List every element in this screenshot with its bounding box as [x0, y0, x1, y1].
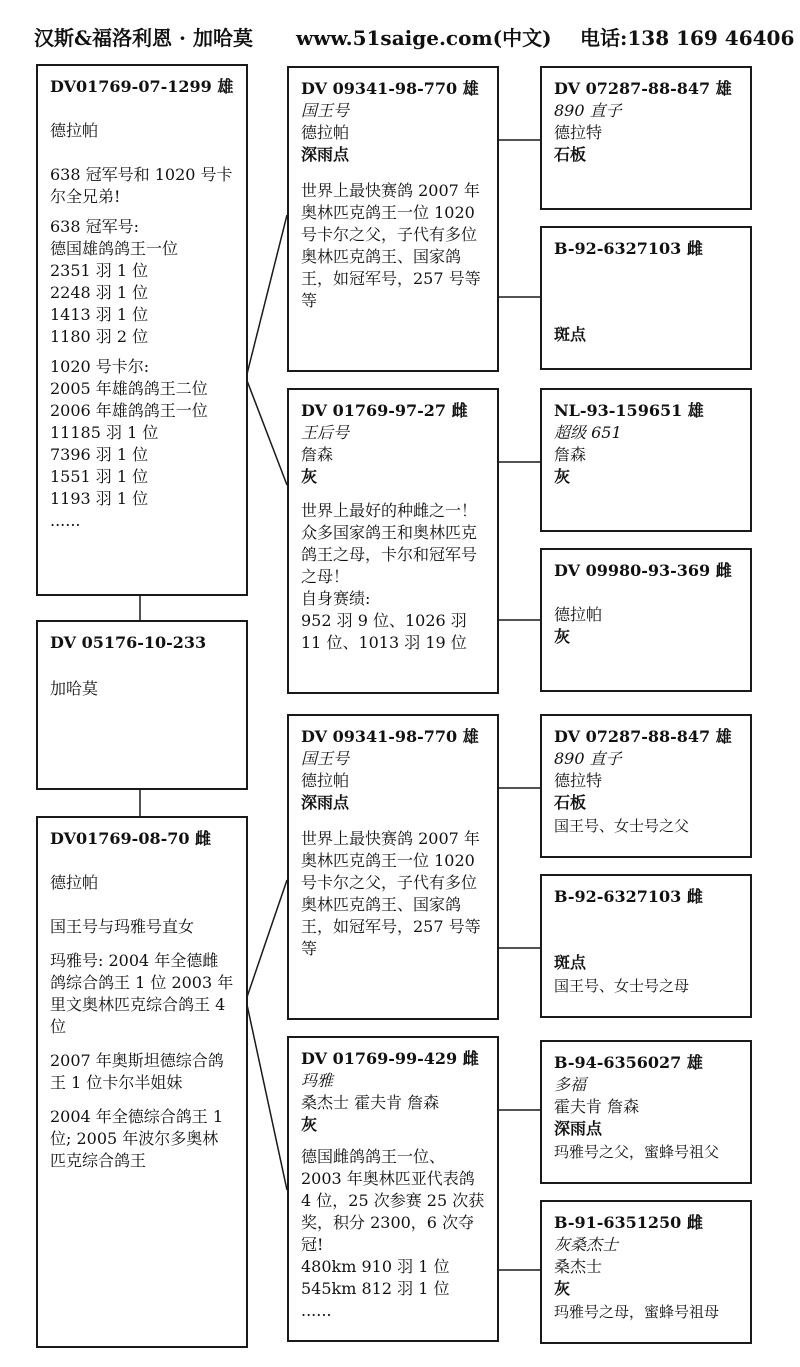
sire-desc-line: 1551 羽 1 位	[50, 467, 149, 486]
sire-desc-line: ......	[50, 511, 81, 530]
sd-color: 灰	[301, 467, 318, 486]
sire-desc-line: 1020 号卡尔:	[50, 357, 150, 376]
sire-ring-id: DV01769-07-1299 雄	[50, 77, 234, 96]
ddd-color: 灰	[554, 1279, 571, 1298]
dsd-color: 斑点	[554, 953, 587, 972]
sire-dam-card	[287, 388, 499, 694]
sss-color: 石板	[554, 145, 587, 164]
sire-desc-line: 2248 羽 1 位	[50, 283, 149, 302]
sire-desc-line: 1413 羽 1 位	[50, 305, 149, 324]
dss-ring-id: DV 07287-88-847 雄	[554, 727, 732, 746]
subject-ring-id: DV 05176-10-233	[50, 633, 207, 652]
sire-desc-line: 德国雄鸽鸽王一位	[50, 239, 179, 258]
dd-ring-id: DV 01769-99-429 雌	[301, 1049, 479, 1068]
ds-breeder: 德拉帕	[301, 771, 350, 790]
dam-desc-line: 2004 年全德综合鸽王 1 位; 2005 年波尔多奥林匹克综合鸽王	[50, 1107, 224, 1170]
sire-desc-line: 11185 羽 1 位	[50, 423, 159, 442]
ss-desc: 世界上最快赛鸽 2007 年奥林匹克鸽王一位 1020 号卡尔之父，子代有多位奥林匹克鸽王、国家鸽王，如冠军号，257 号等等	[301, 181, 481, 310]
dds-ring-id: B-94-6356027 雄	[554, 1053, 703, 1072]
sdd-breeder: 德拉帕	[554, 605, 603, 624]
sire-desc-line: 1180 羽 2 位	[50, 327, 149, 346]
ds-desc: 世界上最快赛鸽 2007 年奥林匹克鸽王一位 1020 号卡尔之父，子代有多位奥林匹克鸽王、国家鸽王，如冠军号，257 号等等	[301, 829, 481, 958]
sire-desc-line: 2351 羽 1 位	[50, 261, 149, 280]
sd-perf-line: 952 羽 9 位、1026 羽 11 位、1013 羽 19 位	[301, 611, 467, 652]
sd-name: 王后号	[301, 423, 350, 442]
sdd-card	[540, 548, 752, 692]
dd-desc: 德国雌鸽鸽王一位、2003 年奥林匹亚代表鸽 4 位，25 次参赛 25 次获奖，积分 2300，6 次夺冠!	[301, 1147, 485, 1254]
ddd-breeder: 桑杰士	[554, 1257, 603, 1276]
ds-name: 国王号	[301, 749, 350, 768]
dss-name: 890 直子	[554, 749, 622, 768]
dam-breeder: 德拉帕	[50, 873, 99, 892]
header-website[interactable]: www.51saige.com(中文)	[296, 26, 552, 50]
sdd-color: 灰	[554, 627, 571, 646]
dd-perf-line: ......	[301, 1301, 332, 1320]
ss-ring-id: DV 09341-98-770 雄	[301, 79, 479, 98]
dss-note: 国王号、女士号之父	[554, 817, 690, 835]
subject-card	[36, 620, 248, 790]
dds-note: 玛雅号之父，蜜蜂号祖父	[554, 1143, 720, 1161]
sds-card	[540, 388, 752, 532]
sire-desc-line: 638 冠军号和 1020 号卡尔全兄弟!	[50, 165, 233, 206]
dd-breeder: 桑杰士 霍夫肯 詹森	[301, 1093, 440, 1112]
header-owner: 汉斯&福洛利恩 · 加哈莫	[34, 26, 253, 50]
dds-name: 多福	[554, 1075, 587, 1094]
sire-desc-line: 7396 羽 1 位	[50, 445, 149, 464]
dds-breeder: 霍夫肯 詹森	[554, 1097, 640, 1116]
sds-breeder: 詹森	[554, 445, 587, 464]
ds-color: 深雨点	[301, 793, 350, 812]
dss-color: 石板	[554, 793, 587, 812]
ss-color: 深雨点	[301, 145, 350, 164]
ssd-color: 斑点	[554, 325, 587, 344]
dd-name: 玛雅	[301, 1071, 334, 1090]
ddd-ring-id: B-91-6351250 雌	[554, 1213, 703, 1232]
connector-dam-ds	[246, 880, 287, 1000]
connector-sire-sd	[246, 378, 287, 485]
sire-desc-line: 638 冠军号:	[50, 217, 140, 236]
dam-desc-line: 2007 年奥斯坦德综合鸽王 1 位卡尔半姐妹	[50, 1051, 224, 1092]
header-phone: 电话:138 169 46406	[580, 26, 795, 50]
sss-name: 890 直子	[554, 101, 622, 120]
sds-color: 灰	[554, 467, 571, 486]
dam-card	[36, 816, 248, 1348]
dam-sire-card	[287, 714, 499, 1020]
dss-breeder: 德拉特	[554, 771, 603, 790]
sss-breeder: 德拉特	[554, 123, 603, 142]
sd-breeder: 詹森	[301, 445, 334, 464]
sire-card	[36, 64, 248, 596]
dd-color: 灰	[301, 1115, 318, 1134]
ssd-card	[540, 226, 752, 370]
dsd-ring-id: B-92-6327103 雌	[554, 887, 703, 906]
sds-ring-id: NL-93-159651 雄	[554, 401, 704, 420]
sd-desc: 世界上最好的种雌之一！众多国家鸽王和奥林匹克鸽王之母，卡尔和冠军号之母！	[301, 501, 478, 586]
connector-dam-dd	[246, 1000, 287, 1190]
sss-card	[540, 66, 752, 210]
sd-perf-line: 自身赛绩:	[301, 589, 371, 608]
ssd-ring-id: B-92-6327103 雌	[554, 239, 703, 258]
dam-ring-id: DV01769-08-70 雌	[50, 829, 212, 848]
ss-name: 国王号	[301, 101, 350, 120]
ds-ring-id: DV 09341-98-770 雄	[301, 727, 479, 746]
ddd-name: 灰桑杰士	[554, 1235, 619, 1254]
dds-color: 深雨点	[554, 1119, 603, 1138]
sire-breeder: 德拉帕	[50, 121, 99, 140]
dam-desc-line: 国王号与玛雅号直女	[50, 917, 195, 936]
dd-perf-line: 545km 812 羽 1 位	[301, 1279, 450, 1298]
dd-perf-line: 480km 910 羽 1 位	[301, 1257, 450, 1276]
dsd-card	[540, 874, 752, 1018]
sire-desc-line: 2005 年雄鸽鸽王二位	[50, 379, 208, 398]
ddd-card	[540, 1200, 752, 1344]
dam-desc-line: 玛雅号: 2004 年全德雌鸽综合鸽王 1 位 2003 年里文奥林匹克综合鸽王 4 位	[50, 951, 234, 1036]
subject-owner: 加哈莫	[50, 679, 99, 698]
sss-ring-id: DV 07287-88-847 雄	[554, 79, 732, 98]
sire-desc-line: 1193 羽 1 位	[50, 489, 149, 508]
dss-card	[540, 714, 752, 858]
ddd-note: 玛雅号之母，蜜蜂号祖母	[554, 1303, 720, 1321]
sdd-ring-id: DV 09980-93-369 雌	[554, 561, 732, 580]
dam-dam-card	[287, 1036, 499, 1342]
sire-sire-card	[287, 66, 499, 372]
ss-breeder: 德拉帕	[301, 123, 350, 142]
dds-card	[540, 1040, 752, 1184]
sds-name: 超级 651	[554, 423, 622, 442]
sire-desc-line: 2006 年雄鸽鸽王一位	[50, 401, 208, 420]
sd-ring-id: DV 01769-97-27 雌	[301, 401, 468, 420]
dsd-note: 国王号、女士号之母	[554, 977, 690, 995]
connector-sire-ss	[246, 215, 287, 378]
